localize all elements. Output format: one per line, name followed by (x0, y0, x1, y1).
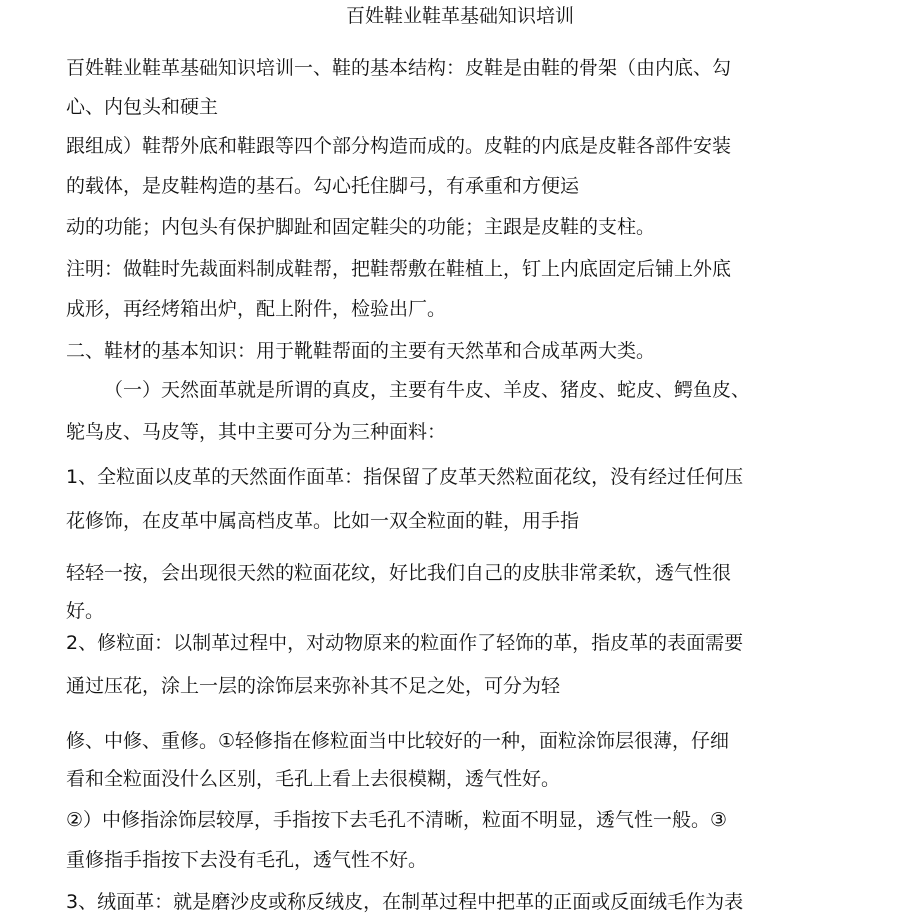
text-line: 通过压花，涂上一层的涂饰层来弥补其不足之处，可分为轻 (66, 675, 561, 697)
text-line: 1、全粒面以皮革的天然面作面革：指保留了皮革天然粒面花纹，没有经过任何压 (66, 466, 744, 488)
text-line: 2、修粒面：以制革过程中，对动物原来的粒面作了轻饰的革，指皮革的表面需要 (66, 632, 744, 654)
text-line: 百姓鞋业鞋革基础知识培训一、鞋的基本结构：皮鞋是由鞋的骨架（由内底、勾 (66, 57, 732, 79)
text-line: 注明：做鞋时先裁面料制成鞋帮，把鞋帮敷在鞋植上，钉上内底固定后铺上外底 (66, 258, 732, 280)
text-line: 心、内包头和硬主 (66, 96, 219, 118)
document-title: 百姓鞋业鞋革基础知识培训 (345, 5, 574, 27)
text-line: 3、绒面革：就是磨沙皮或称反绒皮，在制革过程中把革的正面或反面绒毛作为表 (66, 891, 744, 913)
text-line: ②）中修指涂饰层较厚，手指按下去毛孔不清晰，粒面不明显，透气性一般。③ (66, 809, 728, 831)
text-line: 花修饰，在皮革中属高档皮革。比如一双全粒面的鞋，用手指 (66, 510, 580, 532)
text-line: 二、鞋材的基本知识：用于靴鞋帮面的主要有天然革和合成革两大类。 (66, 340, 656, 362)
text-line: 重修指手指按下去没有毛孔，透气性不好。 (66, 849, 428, 871)
text-line: 动的功能；内包头有保护脚趾和固定鞋尖的功能；主跟是皮鞋的支柱。 (66, 216, 656, 238)
text-line: 成形，再经烤箱出炉，配上附件，检验出厂。 (66, 298, 447, 320)
text-line: 轻轻一按，会出现很天然的粒面花纹，好比我们自己的皮肤非常柔软，透气性很 (66, 562, 732, 584)
text-line: 跟组成）鞋帮外底和鞋跟等四个部分构造而成的。皮鞋的内底是皮鞋各部件安装 (66, 135, 732, 157)
text-line: 好。 (66, 600, 105, 622)
text-line: 鸵鸟皮、马皮等，其中主要可分为三种面料： (66, 421, 447, 443)
text-line: 看和全粒面没什么区别，毛孔上看上去很模糊，透气性好。 (66, 768, 561, 790)
text-line: 的载体，是皮鞋构造的基石。勾心托住脚弓，有承重和方便运 (66, 175, 580, 197)
text-line-indented: （一）天然面革就是所谓的真皮，主要有牛皮、羊皮、猪皮、蛇皮、鳄鱼皮、 (104, 379, 751, 401)
text-line: 修、中修、重修。①轻修指在修粒面当中比较好的一种，面粒涂饰层很薄，仔细 (66, 730, 730, 752)
